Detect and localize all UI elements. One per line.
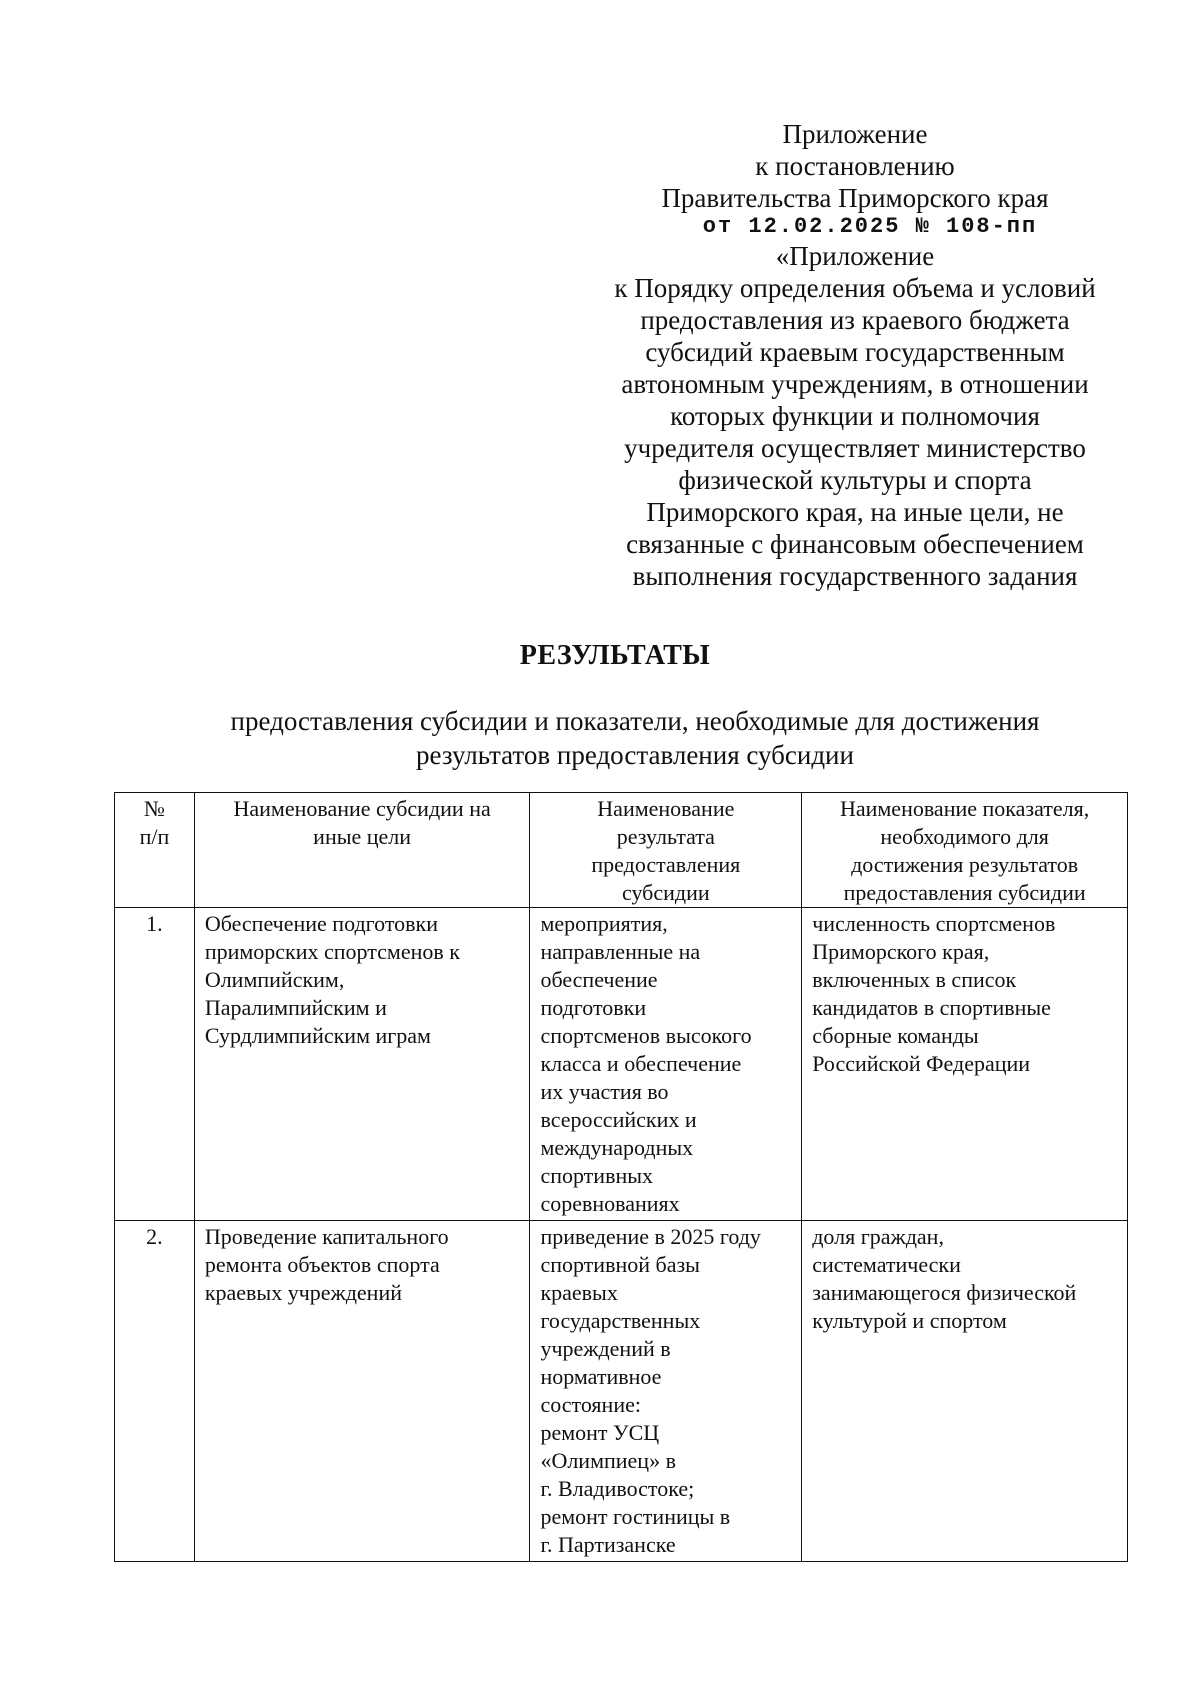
result-cell	[530, 908, 802, 1221]
annex-line: «Приложение	[775, 241, 935, 271]
header-line: Наименование субсидии на	[233, 796, 491, 821]
header-line: предоставления	[591, 852, 741, 877]
cell-line: учреждений в	[540, 1336, 671, 1361]
cell-line: численность спортсменов	[812, 911, 1056, 936]
cell-line: Обеспечение подготовки	[204, 911, 439, 936]
cell-line: включенных в список	[812, 967, 1017, 992]
annex-line: предоставления из краевого бюджета	[640, 305, 1070, 335]
row-number: 2.	[115, 1221, 195, 1562]
annex-line: которых функции и полномочия	[670, 401, 1040, 431]
subsidy-cell	[194, 908, 530, 1221]
cell-line: «Олимпиец» в	[540, 1448, 676, 1473]
cell-line: г. Владивостоке;	[540, 1476, 695, 1501]
results-table	[114, 792, 1128, 1562]
header-result-name	[530, 793, 802, 908]
cell-line: международных	[540, 1135, 694, 1160]
header-line: п/п	[139, 824, 170, 849]
annex-line: физической культуры и спорта	[678, 465, 1032, 495]
cell-line: нормативное	[540, 1364, 662, 1389]
cell-line: приморских спортсменов к	[204, 939, 460, 964]
cell-line: Приморского края,	[812, 939, 990, 964]
cell-line: соревнованиях	[540, 1191, 680, 1216]
cell-line: занимающегося физической	[812, 1280, 1077, 1305]
document-title: РЕЗУЛЬТАТЫ	[519, 640, 711, 671]
header-line: предоставления субсидии	[843, 880, 1086, 905]
header-line: Правительства Приморского края	[661, 183, 1049, 213]
cell-line: спортсменов высокого	[540, 1023, 752, 1048]
cell-line: Паралимпийским и	[204, 995, 387, 1020]
annex-line: учредителя осуществляет министерство	[624, 433, 1086, 463]
annex-header	[560, 118, 1150, 592]
cell-line: ремонт УСЦ	[540, 1420, 660, 1445]
cell-line: культурой и спортом	[812, 1308, 1007, 1333]
resolution-date-number: от 12.02.2025 № 108-пп	[702, 214, 1038, 239]
cell-line: мероприятия,	[540, 911, 668, 936]
cell-line: направленные на	[540, 939, 701, 964]
cell-line: систематически	[812, 1252, 961, 1277]
subtitle-line: результатов предоставления субсидии	[416, 740, 854, 770]
cell-line: г. Партизанске	[540, 1532, 676, 1557]
header-line: №	[143, 796, 165, 821]
cell-line: спортивных	[540, 1163, 654, 1188]
cell-line: сборные команды	[812, 1023, 979, 1048]
annex-line: субсидий краевым государственным	[645, 337, 1065, 367]
cell-line: Олимпийским,	[204, 967, 345, 992]
table-header-row	[115, 793, 1128, 908]
annex-line: автономным учреждениям, в отношении	[621, 369, 1089, 399]
table-row	[115, 908, 1128, 1221]
header-subsidy-name	[194, 793, 530, 908]
subsidy-cell	[194, 1221, 530, 1562]
header-line: результата	[616, 824, 715, 849]
header-line: субсидии	[622, 880, 710, 905]
table-row	[115, 1221, 1128, 1562]
cell-line: кандидатов в спортивные	[812, 995, 1051, 1020]
cell-line: Проведение капитального	[204, 1224, 449, 1249]
cell-line: ремонт гостиницы в	[540, 1504, 731, 1529]
cell-line: приведение в 2025 году	[540, 1224, 761, 1249]
annex-line: связанные с финансовым обеспечением	[626, 529, 1084, 559]
indicator-cell	[802, 1221, 1128, 1562]
header-line: Наименование показателя,	[839, 796, 1090, 821]
cell-line: ремонта объектов спорта	[204, 1252, 440, 1277]
cell-line: спортивной базы	[540, 1252, 700, 1277]
result-cell	[530, 1221, 802, 1562]
cell-line: обеспечение	[540, 967, 658, 992]
header-line: Наименование	[597, 796, 735, 821]
document-subtitle	[170, 704, 1100, 772]
cell-line: Российской Федерации	[812, 1051, 1031, 1076]
header-line: к постановлению	[755, 151, 955, 181]
cell-line: государственных	[540, 1308, 701, 1333]
cell-line: всероссийских и	[540, 1107, 697, 1132]
row-number: 1.	[115, 908, 195, 1221]
annex-line: выполнения государственного задания	[632, 561, 1078, 591]
cell-line: краевых	[540, 1280, 618, 1305]
cell-line: Сурдлимпийским играм	[204, 1023, 431, 1048]
cell-line: краевых учреждений	[204, 1280, 403, 1305]
header-line: Приложение	[782, 119, 928, 149]
cell-line: класса и обеспечение	[540, 1051, 742, 1076]
annex-line: Приморского края, на иные цели, не	[646, 497, 1064, 527]
header-line: иные цели	[313, 824, 412, 849]
header-number	[115, 793, 195, 908]
header-line: необходимого для	[880, 824, 1049, 849]
subtitle-line: предоставления субсидии и показатели, необходимые для достижения	[230, 706, 1040, 736]
cell-line: состояние:	[540, 1392, 641, 1417]
indicator-cell	[802, 908, 1128, 1221]
cell-line: подготовки	[540, 995, 647, 1020]
header-line: достижения результатов	[851, 852, 1079, 877]
annex-line: к Порядку определения объема и условий	[614, 273, 1096, 303]
header-indicator-name	[802, 793, 1128, 908]
cell-line: доля граждан,	[812, 1224, 944, 1249]
cell-line: их участия во	[540, 1079, 669, 1104]
